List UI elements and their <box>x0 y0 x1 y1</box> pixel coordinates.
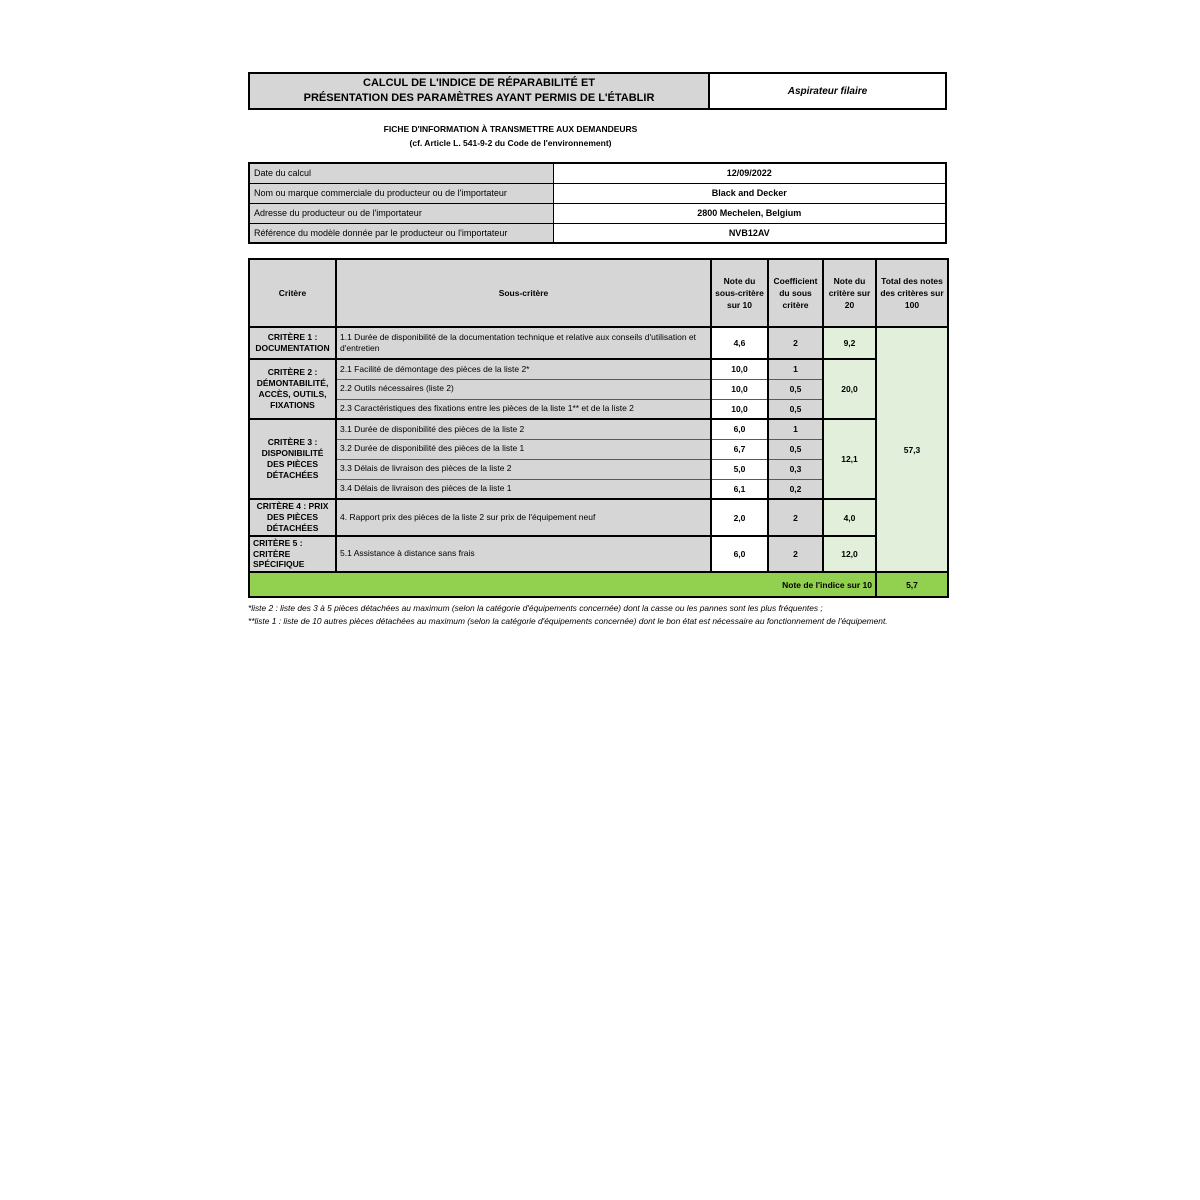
subcriterion-3-4: 3.4 Délais de livraison des pièces de la liste 1 <box>336 479 711 499</box>
note10-3-3: 5,0 <box>711 459 768 479</box>
document-title-line1: CALCUL DE L'INDICE DE RÉPARABILITÉ ET <box>363 76 595 89</box>
subcriterion-1-1: 1.1 Durée de disponibilité de la documentation technique et relative aux conseils d'utilisation et d'entretien <box>336 327 711 359</box>
subtitle-line1: FICHE D'INFORMATION À TRANSMETTRE AUX DEMANDEURS <box>383 124 638 134</box>
subcriterion-3-1: 3.1 Durée de disponibilité des pièces de la liste 2 <box>336 419 711 439</box>
column-header-critere: Critère <box>249 259 336 327</box>
footnote-liste2: *liste 2 : liste des 3 à 5 pièces détachées au maximum (selon la catégorie d'équipements concernée) dont la casse ou les pannes sont les plus fréquentes ; <box>248 603 823 614</box>
note10-1-1: 4,6 <box>711 327 768 359</box>
info-row-model <box>249 223 946 243</box>
info-row-brand <box>249 183 946 203</box>
table-row <box>249 499 948 536</box>
column-header-sous-critere: Sous-critère <box>336 259 711 327</box>
info-value-model: NVB12AV <box>553 223 946 243</box>
info-row-date <box>249 163 946 183</box>
subcriterion-2-1: 2.1 Facilité de démontage des pièces de la liste 2* <box>336 359 711 379</box>
criterion-5-label: CRITÈRE 5 : CRITÈRE SPÉCIFIQUE <box>249 536 336 572</box>
criteria-table <box>248 258 949 598</box>
subcriterion-5-1: 5.1 Assistance à distance sans frais <box>336 536 711 572</box>
note10-3-2: 6,7 <box>711 439 768 459</box>
final-score-value: 5,7 <box>876 572 948 597</box>
info-row-address <box>249 203 946 223</box>
criterion-2-label: CRITÈRE 2 : DÉMONTABILITÉ, ACCÈS, OUTILS, FIXATIONS <box>249 359 336 419</box>
note10-3-1: 6,0 <box>711 419 768 439</box>
coef-5-1: 2 <box>768 536 823 572</box>
table-row <box>249 536 948 572</box>
table-row <box>249 359 948 379</box>
final-score-row <box>249 572 948 597</box>
note20-criterion-5: 12,0 <box>823 536 876 572</box>
table-row <box>249 419 948 439</box>
note10-4: 2,0 <box>711 499 768 536</box>
info-label-address: Adresse du producteur ou de l'importateur <box>249 203 553 223</box>
table-row <box>249 327 948 359</box>
coef-4: 2 <box>768 499 823 536</box>
subcriterion-2-2: 2.2 Outils nécessaires (liste 2) <box>336 379 711 399</box>
footnote-liste1: **liste 1 : liste de 10 autres pièces détachées au maximum (selon la catégorie d'équipements concernée) dont le bon état est nécessaire au fonctionnement de l'équipement. <box>248 615 888 626</box>
title-banner <box>248 72 947 110</box>
subcriterion-2-3: 2.3 Caractéristiques des fixations entre les pièces de la liste 1** et de la liste 2 <box>336 399 711 419</box>
note20-criterion-3: 12,1 <box>823 419 876 499</box>
coef-2-2: 0,5 <box>768 379 823 399</box>
subtitle <box>248 122 773 150</box>
note20-criterion-2: 20,0 <box>823 359 876 419</box>
total-score-100: 57,3 <box>876 327 948 572</box>
info-label-model: Référence du modèle donnée par le producteur ou l'importateur <box>249 223 553 243</box>
document-title-line2: PRÉSENTATION DES PARAMÈTRES AYANT PERMIS DE L'ÉTABLIR <box>303 92 655 104</box>
note20-criterion-1: 9,2 <box>823 327 876 359</box>
column-header-note20: Note du critère sur 20 <box>823 259 876 327</box>
info-label-date: Date du calcul <box>249 163 553 183</box>
column-header-note10: Note du sous-critère sur 10 <box>711 259 768 327</box>
subcriterion-4: 4. Rapport prix des pièces de la liste 2 sur prix de l'équipement neuf <box>336 499 711 536</box>
coef-3-2: 0,5 <box>768 439 823 459</box>
final-score-label: Note de l'indice sur 10 <box>249 572 876 597</box>
info-label-brand: Nom ou marque commerciale du producteur ou de l'importateur <box>249 183 553 203</box>
info-value-address: 2800 Mechelen, Belgium <box>553 203 946 223</box>
note10-2-1: 10,0 <box>711 359 768 379</box>
note10-3-4: 6,1 <box>711 479 768 499</box>
coef-3-3: 0,3 <box>768 459 823 479</box>
criterion-1-label: CRITÈRE 1 : DOCUMENTATION <box>249 327 336 359</box>
note20-criterion-4: 4,0 <box>823 499 876 536</box>
coef-1-1: 2 <box>768 327 823 359</box>
note10-2-2: 10,0 <box>711 379 768 399</box>
coef-2-3: 0,5 <box>768 399 823 419</box>
coef-2-1: 1 <box>768 359 823 379</box>
subcriterion-3-3: 3.3 Délais de livraison des pièces de la liste 2 <box>336 459 711 479</box>
info-value-date: 12/09/2022 <box>553 163 946 183</box>
note10-5-1: 6,0 <box>711 536 768 572</box>
column-header-total: Total des notes des critères sur 100 <box>876 259 948 327</box>
criteria-header-row <box>249 259 948 327</box>
criterion-3-label: CRITÈRE 3 : DISPONIBILITÉ DES PIÈCES DÉTACHÉES <box>249 419 336 499</box>
column-header-coefficient: Coefficient du sous critère <box>768 259 823 327</box>
coef-3-1: 1 <box>768 419 823 439</box>
subtitle-line2: (cf. Article L. 541-9-2 du Code de l'environnement) <box>409 138 612 149</box>
note10-2-3: 10,0 <box>711 399 768 419</box>
subcriterion-3-2: 3.2 Durée de disponibilité des pièces de la liste 1 <box>336 439 711 459</box>
criterion-4-label: CRITÈRE 4 : PRIX DES PIÈCES DÉTACHÉES <box>249 499 336 536</box>
footnotes <box>248 602 947 627</box>
repairability-sheet <box>248 72 947 627</box>
coef-3-4: 0,2 <box>768 479 823 499</box>
document-title <box>250 74 710 108</box>
producer-info-table <box>248 162 947 244</box>
info-value-brand: Black and Decker <box>553 183 946 203</box>
product-name: Aspirateur filaire <box>710 74 945 108</box>
